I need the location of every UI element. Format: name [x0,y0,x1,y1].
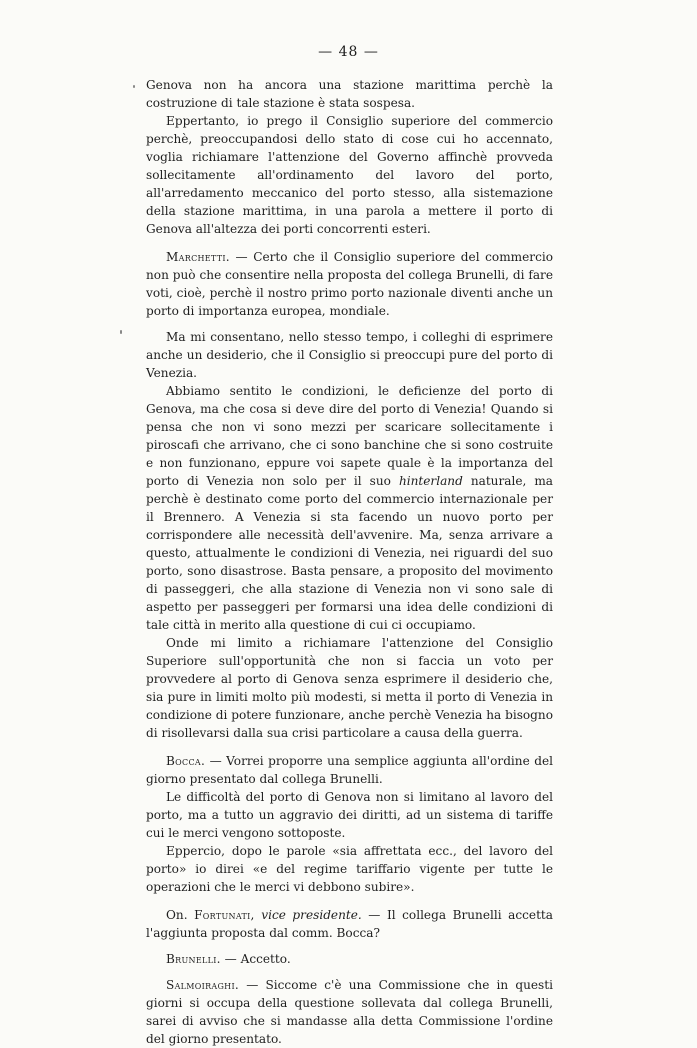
scan-speck [133,85,135,88]
paragraph-text: Eppercio, dopo le parole «sia affrettata ecc., del lavoro del porto» io direi «e del regime tariffario vigente per tutte le operazioni che le merci vi debbono subire». [146,844,553,894]
paragraph-text: Eppertanto, io prego il Consiglio superiore del commercio perchè, preoccupandosi dello stato di cose cui ho accennato, voglia richiamare l'attenzione del Governo affinchè provveda sollecitamente all'ordinamento del lavoro del porto, all'arredamento meccanico del porto stesso, alla sistemazione della stazione marittima, in una parola a mettere il porto di Genova all'altezza dei porti concorrenti esteri. [146,114,553,236]
paragraph-text: Abbiamo sentito le condizioni, le deficienze del porto di Genova, ma che cosa si deve dire del porto di Venezia! Quando si pensa che non vi sono mezzi per scaricare sollecitamente i piroscafi che arrivano, che ci sono banchine che si sono costruite e non funzionano, eppure voi sapete quale è la importanza del porto di Venezia non solo per il suo [146,384,553,488]
paragraph-9 [146,842,553,896]
paragraph-text: — Il collega Brunelli accetta l'aggiunta proposta dal comm. Bocca? [146,908,553,940]
speaker-name: Marchetti. [166,250,230,264]
paragraph-text: naturale, ma perchè è destinato come porto del commercio internazionale per il Brennero. A Venezia si sta facendo un nuovo porto per corrispondere alle necessità dell'avvenire. Ma, senza arrivare a questo, attualmente le condizioni di Venezia, nei riguardi del suo porto, sono disastrose. Basta pensare, a proposito del movimento di passeggeri, che alla stazione di Venezia non vi sono sale di aspetto per passeggeri per formarsi una idea delle condizioni di tale città in merito alla questione di cui ci occupiamo. [146,474,554,632]
paragraph-12 [146,976,553,1048]
paragraph-text: Genova non ha ancora una stazione marittima perchè la costruzione di tale stazione è stata sospesa. [146,78,553,110]
paragraph-text: — Vorrei proporre una semplice aggiunta all'ordine del giorno presentato dal collega Brunelli. [146,754,553,786]
paragraph-6 [146,634,553,742]
speaker-name: Salmoiraghi. [166,978,240,992]
paragraph-4 [146,328,553,382]
speaker-name: Fortunati, [194,908,255,922]
paragraph-text: Le difficoltà del porto di Genova non si limitano al lavoro del porto, ma a tutto un aggravio dei diritti, ad un sistema di tariffe cui le merci vengono sottoposte. [146,790,553,840]
paragraph-7 [146,752,553,788]
emphasis-term: hinterland [398,474,463,488]
paragraph-5 [146,382,553,634]
speaker-name: Bocca. [166,754,206,768]
paragraph-8 [146,788,553,842]
paragraph-text: Ma mi consentano, nello stesso tempo, i colleghi di esprimere anche un desiderio, che il Consiglio si preoccupi pure del porto di Venezia. [146,330,553,380]
paragraph-3 [146,248,553,320]
text-body [146,76,553,1048]
paragraph-text: Onde mi limito a richiamare l'attenzione del Consiglio Superiore sull'opportunità che non si faccia un voto per provvedere al porto di Genova senza esprimere il desiderio che, sia pure in limiti molto più modesti, si metta il porto di Venezia in condizione di potere funzionare, anche perchè Venezia ha bisogno di risollevarsi dalla sua crisi particolare a causa della guerra. [146,636,553,740]
paragraph-text: — Siccome c'è una Commissione che in questi giorni si occupa della questione sollevata dal collega Brunelli, sarei di avviso che si mandasse alla detta Commissione l'ordine del giorno presentato. [146,978,553,1046]
speaker-role: vice presidente. [254,908,362,922]
scan-speck [120,330,122,334]
page-number: — 48 — [318,44,379,60]
speaker-name: Brunelli. [166,952,221,966]
paragraph-text: — Accetto. [220,952,291,966]
paragraph-text: — Certo che il Consiglio superiore del commercio non può che consentire nella proposta del collega Brunelli, di fare voti, cioè, perchè il nostro primo porto nazionale diventi anche un porto di importanza europea, mondiale. [146,250,553,318]
paragraph-2 [146,112,553,238]
speaker-prefix: On. [166,908,195,922]
paragraph-11 [146,950,553,968]
paragraph-1 [146,76,553,112]
paragraph-10 [146,906,553,942]
